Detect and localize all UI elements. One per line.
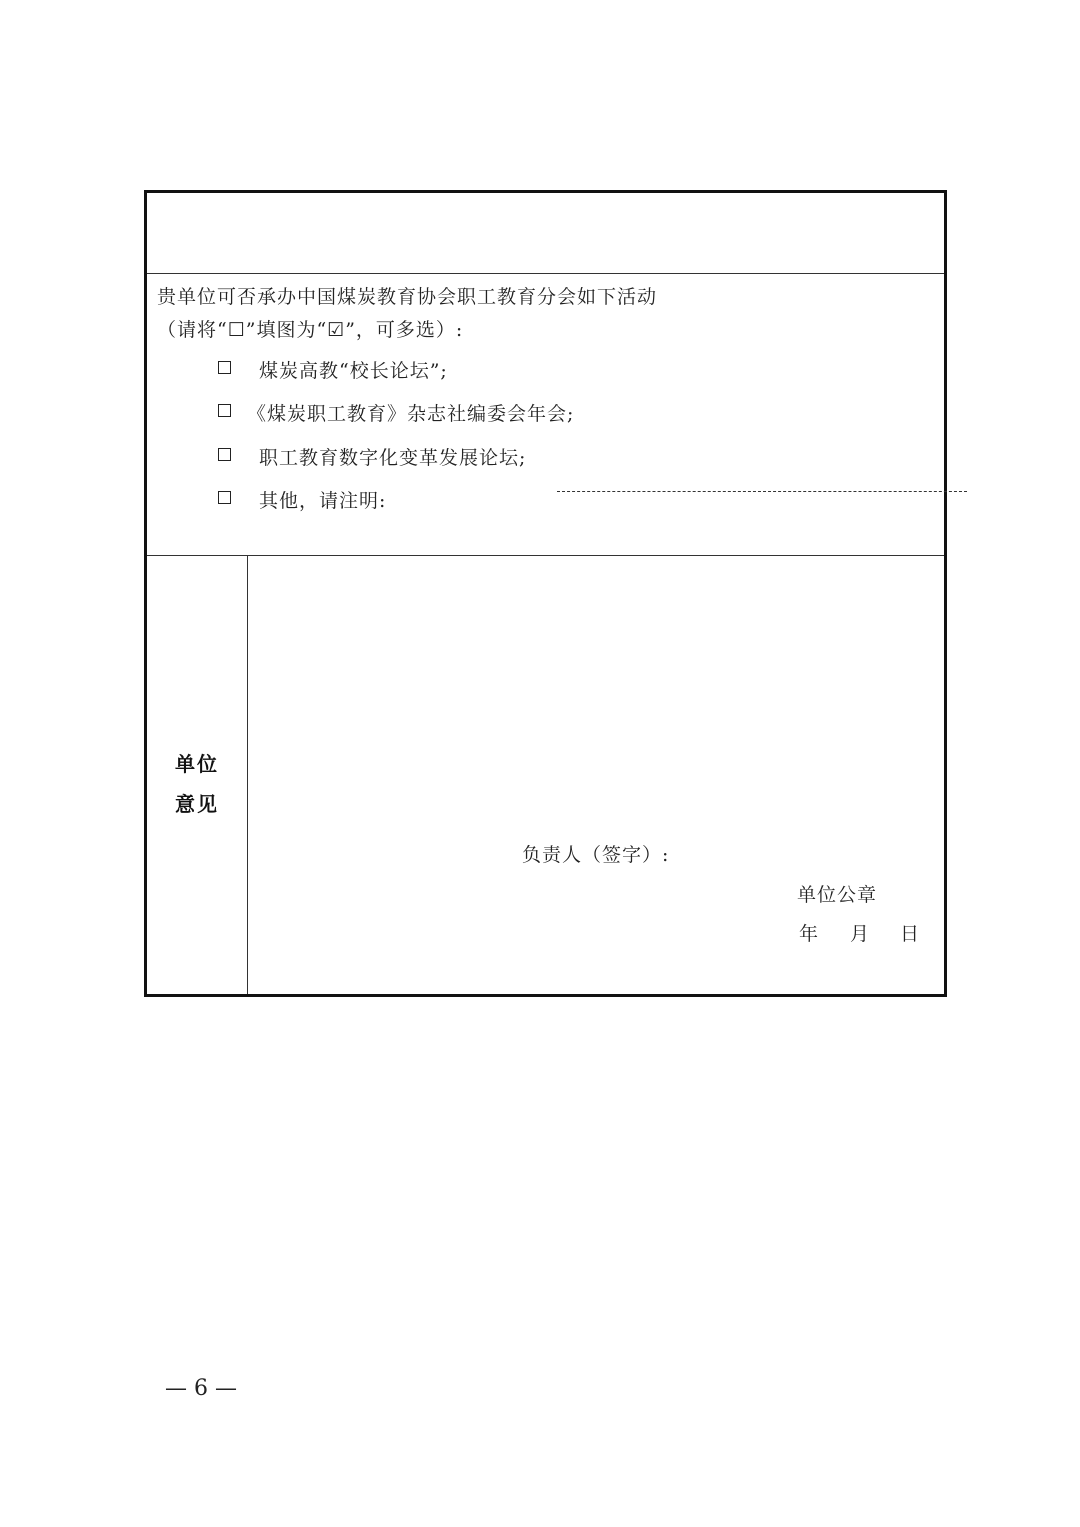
signature-label: 负责人（签字）: — [522, 844, 670, 866]
activity-option-label: 煤炭高教“校长论坛”; — [259, 360, 448, 382]
date-year-label: 年 — [799, 923, 820, 945]
activities-section — [147, 274, 944, 556]
opinion-label-line2: 意见 — [175, 792, 219, 816]
activities-question: 贵单位可否承办中国煤炭教育协会职工教育分会如下活动 — [157, 286, 658, 308]
activity-option-label: 职工教育数字化变革发展论坛; — [259, 447, 527, 469]
other-specify-blank[interactable] — [557, 491, 967, 492]
activities-instruction: （请将“☐”填图为“☑”，可多选）: — [157, 319, 464, 341]
date-month-label: 月 — [850, 923, 871, 945]
checkbox-icon[interactable] — [218, 491, 231, 504]
checkbox-icon[interactable] — [218, 448, 231, 461]
activity-option-label: 其他，请注明: — [259, 490, 387, 512]
page-number: — 6 — — [165, 1376, 237, 1401]
application-form-table — [144, 190, 947, 997]
checkbox-icon[interactable] — [218, 404, 231, 417]
form-top-row — [147, 193, 944, 274]
date-day-label: 日 — [900, 923, 921, 945]
opinion-label — [147, 744, 247, 824]
checkbox-icon[interactable] — [218, 361, 231, 374]
opinion-label-cell — [147, 556, 248, 994]
opinion-label-line1: 单位 — [175, 752, 219, 776]
seal-label: 单位公章 — [797, 884, 878, 906]
activity-option-label: 《煤炭职工教育》杂志社编委会年会; — [247, 403, 575, 425]
opinion-section — [147, 556, 944, 994]
